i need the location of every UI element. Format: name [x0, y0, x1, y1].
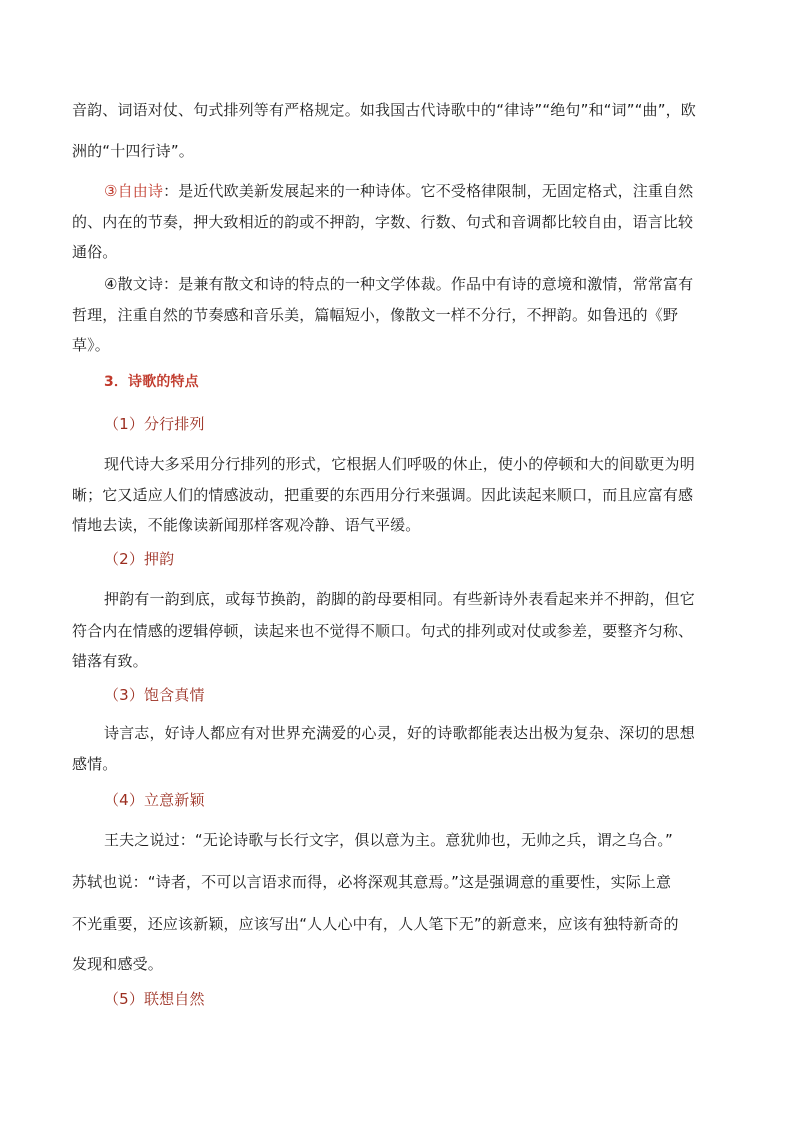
item1-line-1: 现代诗大多采用分行排列的形式，它根据人们呼吸的休止，使小的停顿和大的间歇更为明 [104, 455, 695, 473]
prose-poem-line-1: ④散文诗：是兼有散文和诗的特点的一种文学体裁。作品中有诗的意境和激情，常常富有 [104, 275, 694, 293]
item2-line-2: 符合内在情感的逻辑停顿，读起来也不觉得不顺口。句式的排列或对仗或参差，要整齐匀称、 [72, 622, 694, 640]
item1-line-2: 晰；它又适应人们的情感波动，把重要的东西用分行来强调。因此读起来顺口，而且应富有感 [72, 486, 694, 504]
item1-title: （1）分行排列 [104, 415, 205, 433]
item2-title: （2）押韵 [104, 550, 175, 568]
item3-title: （3）饱含真情 [104, 686, 205, 704]
item4-line-2: 苏轼也说：“诗者，不可以言语求而得，必将深观其意焉。”这是强调意的重要性，实际上意 [72, 873, 672, 891]
item4-line-4: 发现和感受。 [72, 955, 163, 973]
item1-line-3: 情地去读，不能像读新闻那样客观冷静、语气平缓。 [72, 516, 421, 534]
item2-line-3: 错落有致。 [72, 652, 148, 670]
prose-poem-line-2: 哲理，注重自然的节奏感和音乐美，篇幅短小，像散文一样不分行，不押韵。如鲁迅的《野 [72, 306, 679, 324]
item4-title: （4）立意新颖 [104, 791, 205, 809]
free-verse-line-1 [104, 181, 764, 201]
intro-line-2: 洲的“十四行诗”。 [72, 142, 194, 160]
free-verse-definition: ：是近代欧美新发展起来的一种诗体。它不受格律限制，无固定格式，注重自然 [163, 182, 694, 200]
item3-line-2: 感情。 [72, 755, 118, 773]
prose-poem-line-3: 草》。 [72, 336, 110, 354]
item4-line-3: 不光重要，还应该新颖，应该写出“人人心中有，人人笔下无”的新意来，应该有独特新奇的 [72, 915, 679, 933]
free-verse-term: ③自由诗 [104, 182, 164, 200]
item2-line-1: 押韵有一韵到底，或每节换韵，韵脚的韵母要相同。有些新诗外表看起来并不押韵，但它 [104, 590, 695, 608]
free-verse-line-3: 通俗。 [72, 243, 118, 261]
item4-line-1: 王夫之说过：“无论诗歌与长行文字，俱以意为主。意犹帅也，无帅之兵，谓之乌合。” [104, 831, 673, 849]
item3-line-1: 诗言志，好诗人都应有对世界充满爱的心灵，好的诗歌都能表达出极为复杂、深切的思想 [104, 724, 695, 742]
intro-line-1: 音韵、词语对仗、句式排列等有严格规定。如我国古代诗歌中的“律诗”“绝句”和“词”“曲”，欧 [72, 101, 696, 119]
item5-title: （5）联想自然 [104, 990, 205, 1008]
section-heading: 3．诗歌的特点 [104, 374, 199, 390]
free-verse-line-2: 的、内在的节奏，押大致相近的韵或不押韵，字数、行数、句式和音调都比较自由，语言比较 [72, 213, 694, 231]
